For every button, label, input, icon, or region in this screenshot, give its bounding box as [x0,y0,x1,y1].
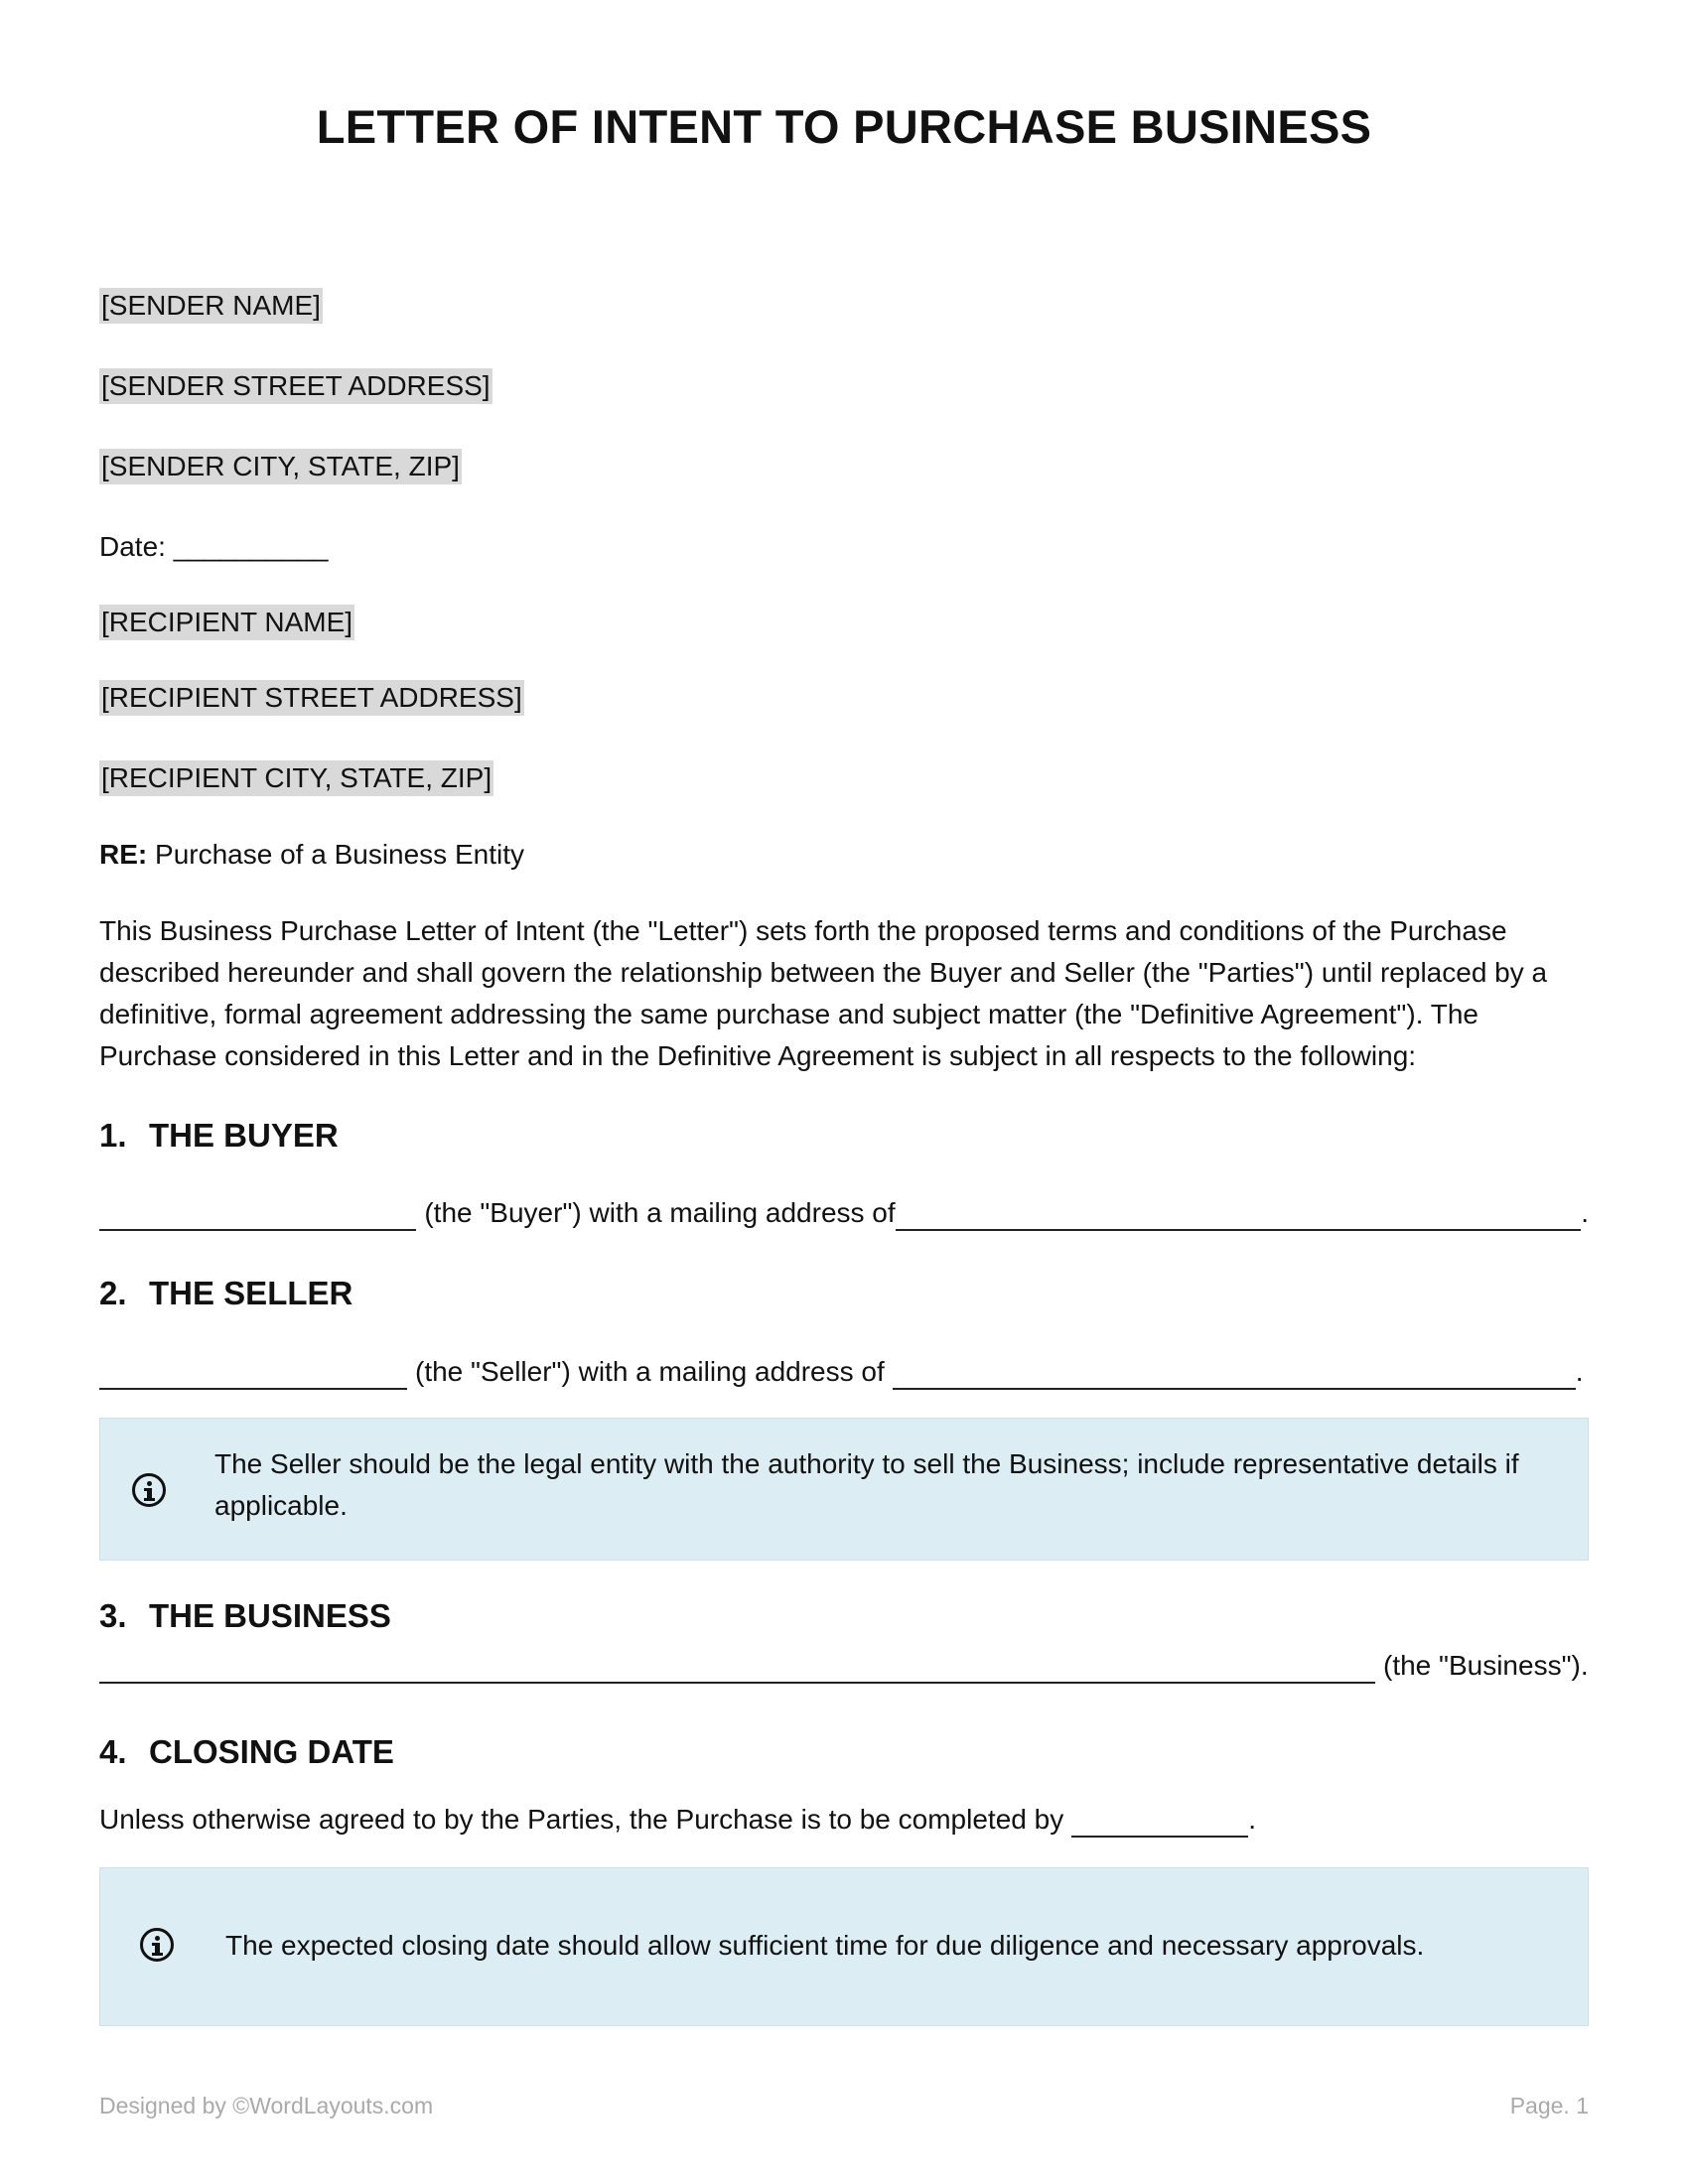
seller-line: (the "Seller") with a mailing address of . [99,1354,1589,1390]
seller-note-text: The Seller should be the legal entity with the authority to sell the Business; include representative details if applicable. [214,1448,1519,1521]
section-title: THE BUYER [149,1117,339,1154]
info-icon [132,1473,166,1507]
section-title: CLOSING DATE [149,1733,394,1770]
section-heading-closing-date [99,1732,394,1772]
business-name-blank[interactable] [99,1652,1375,1684]
section-number: 2. [99,1275,127,1311]
re-label: RE: [99,839,148,870]
sender-street-field[interactable]: [SENDER STREET ADDRESS] [99,368,492,404]
seller-line-text: (the "Seller") with a mailing address of [415,1356,885,1387]
recipient-city-field[interactable]: [RECIPIENT CITY, STATE, ZIP] [99,760,493,796]
closing-note-text: The expected closing date should allow sufficient time for due diligence and necessary approvals. [225,1930,1425,1961]
closing-date-blank[interactable] [1071,1806,1248,1838]
buyer-line-text: (the "Buyer") with a mailing address of [424,1197,896,1228]
closing-note-box [99,1867,1589,2026]
recipient-name-field[interactable]: [RECIPIENT NAME] [99,605,354,640]
seller-name-blank[interactable] [99,1358,407,1390]
footer-page-number: Page. 1 [1509,2093,1589,2118]
business-line [99,1648,1589,1684]
closing-date-line: Unless otherwise agreed to by the Parties, the Purchase is to be completed by . [99,1802,1589,1838]
page-title: LETTER OF INTENT TO PURCHASE BUSINESS [316,100,1372,153]
footer-credit: Designed by ©WordLayouts.com [99,2093,434,2118]
info-icon [140,1928,174,1962]
closing-date-text: Unless otherwise agreed to by the Parties, the Purchase is to be completed by [99,1804,1064,1835]
sender-city-field[interactable]: [SENDER CITY, STATE, ZIP] [99,449,462,484]
buyer-line: (the "Buyer") with a mailing address of . [99,1195,1589,1231]
section-number: 3. [99,1597,127,1634]
re-line [99,837,524,873]
section-number: 4. [99,1733,127,1770]
intro-paragraph: This Business Purchase Letter of Intent (the "Letter") sets forth the proposed terms and conditions of the Purchase described hereunder and shall govern the relationship between the Buyer and Seller (the "Parties") until replaced by a definitive, formal agreement addressing the same purchase and subject matter (the "Definitive Agreement"). The Purchase considered in this Letter and in the Definitive Agreement is subject in all respects to the following: [99,915,1548,1071]
date-line[interactable]: Date: __________ [99,531,329,562]
section-title: THE SELLER [149,1275,353,1311]
seller-address-blank[interactable] [893,1358,1576,1390]
seller-note-box [99,1418,1589,1561]
section-number: 1. [99,1117,127,1154]
section-heading-buyer [99,1116,339,1156]
business-line-text: (the "Business"). [1383,1650,1589,1681]
sender-name-field[interactable]: [SENDER NAME] [99,288,323,324]
buyer-address-blank[interactable] [896,1199,1582,1231]
recipient-street-field[interactable]: [RECIPIENT STREET ADDRESS] [99,680,524,716]
section-title: THE BUSINESS [149,1597,391,1634]
re-text: Purchase of a Business Entity [155,839,524,870]
section-heading-seller [99,1274,352,1313]
section-heading-business [99,1596,391,1636]
buyer-name-blank[interactable] [99,1199,416,1231]
